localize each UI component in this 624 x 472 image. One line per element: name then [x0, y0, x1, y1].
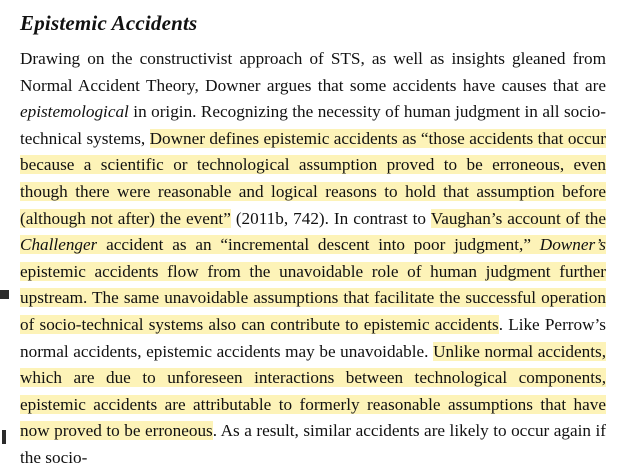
text-run: epistemological: [20, 102, 129, 122]
text-run: Drawing on the constructivist approach of STS, as well as insights gleaned from Normal Accident Theory, Downer argues that some accidents have causes that are: [20, 49, 606, 95]
highlighted-text-run: Downer’s: [539, 235, 606, 255]
highlighted-text-run: Vaughan’s account of the: [430, 208, 607, 228]
section-heading: Epistemic Accidents: [20, 11, 198, 35]
highlighted-text-run: accident as an “incremental descent into poor judgment,”: [97, 235, 540, 255]
scan-artifact-mark: [0, 290, 9, 299]
text-run: (2011b, 742). In contrast to: [230, 208, 431, 228]
paragraph-runs: [20, 49, 606, 467]
text-run: . Like Perrow’s normal accidents, epistemic accidents may be unavoidable.: [20, 314, 606, 361]
highlighted-text-run: Challenger: [20, 235, 98, 255]
highlighted-text-run: Downer defines epistemic accidents as “those accidents that occur because a scientific or technological assumption proved to be erroneous, even though there were reasonable and logical reasons to hold that assumption before (although not after) the event”: [20, 128, 606, 228]
scan-artifact-mark: [2, 430, 6, 444]
text-run: . As a result, similar accidents are likely to occur again if the socio-: [20, 421, 607, 467]
body-paragraph: [20, 46, 606, 472]
text-run: in origin. Recognizing the necessity of human judgment in all socio-technical systems,: [20, 102, 606, 148]
highlighted-text-run: epistemic accidents flow from the unavoidable role of human judgment further upstream. The same unavoidable assumptions that facilitate the successful operation of socio-technical systems also can contribute to epistemic accidents: [20, 261, 606, 334]
highlighted-text-run: Unlike normal accidents, which are due to unforeseen interactions between technological components, epistemic accidents are attributable to formerly reasonable assumptions that have now proved to be erroneous: [20, 341, 606, 441]
